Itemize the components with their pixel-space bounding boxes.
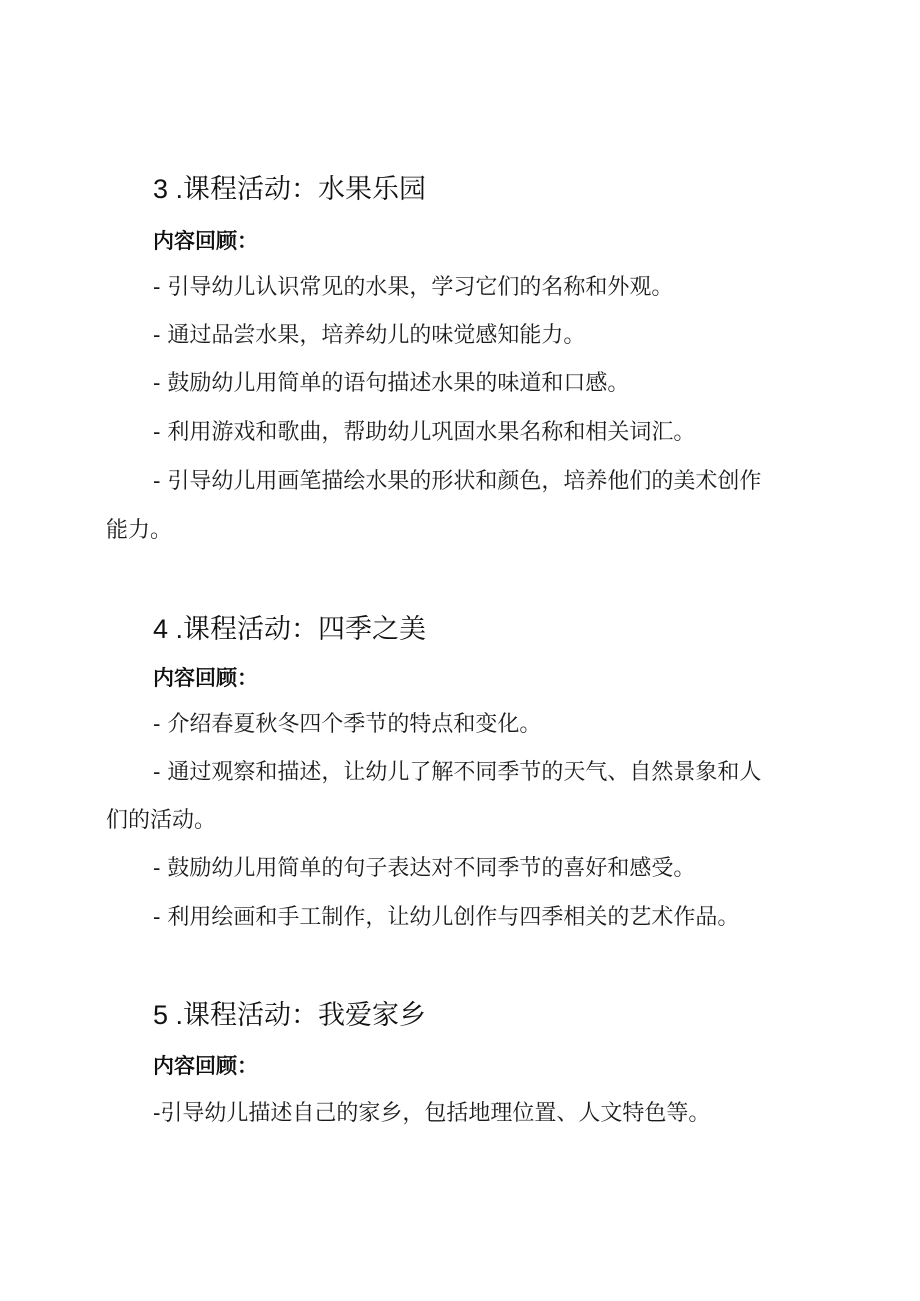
list-item: - 利用绘画和手工制作，让幼儿创作与四季相关的艺术作品。 [153,905,740,930]
list-item: -引导幼儿描述自己的家乡，包括地理位置、人文特色等。 [153,1101,711,1126]
list-item: - 通过观察和描述，让幼儿了解不同季节的天气、自然景象和人 [153,760,762,785]
section-heading: 5 .课程活动：我爱家乡 [153,1000,427,1030]
list-item-continuation: 们的活动。 [106,808,217,833]
list-item: - 利用游戏和歌曲，帮助幼儿巩固水果名称和相关词汇。 [153,420,696,445]
list-item: - 引导幼儿用画笔描绘水果的形状和颜色，培养他们的美术创作 [153,469,762,494]
list-item: - 通过品尝水果，培养幼儿的味觉感知能力。 [153,323,586,348]
list-item: - 介绍春夏秋冬四个季节的特点和变化。 [153,712,542,737]
content-review-label: 内容回顾： [153,1054,258,1078]
content-review-label: 内容回顾： [153,229,258,253]
list-item: - 引导幼儿认识常见的水果，学习它们的名称和外观。 [153,275,674,300]
section-heading: 3 .课程活动：水果乐园 [153,174,427,204]
list-item: - 鼓励幼儿用简单的语句描述水果的味道和口感。 [153,371,630,396]
content-review-label: 内容回顾： [153,666,258,690]
list-item: - 鼓励幼儿用简单的句子表达对不同季节的喜好和感受。 [153,856,696,881]
list-item-continuation: 能力。 [106,518,173,543]
section-heading: 4 .课程活动：四季之美 [153,614,427,644]
